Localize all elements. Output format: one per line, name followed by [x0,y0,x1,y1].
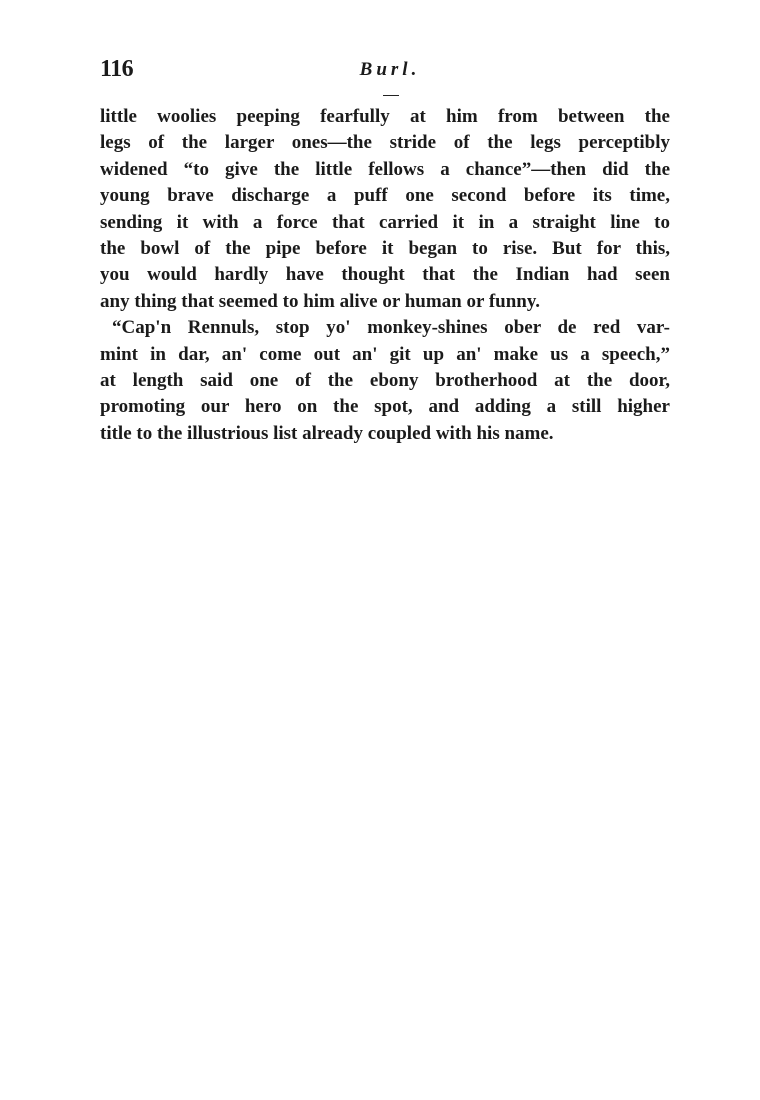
page-number: 116 [100,56,134,82]
body-text [100,104,670,447]
text-line: legs of the larger ones—the stride of the legs perceptibly [100,132,670,154]
text-line: the bowl of the pipe before it began to rise. But for this, [100,237,670,259]
text-line: at length said one of the ebony brotherhood at the door, [100,369,670,391]
text-line: title to the illustrious list already coupled with his name. [100,422,554,444]
text-line: promoting our hero on the spot, and adding a still higher [100,396,670,418]
text-line: sending it with a force that carried it in a straight line to [100,211,670,233]
header-rule [383,95,399,96]
text-line: young brave discharge a puff one second before its time, [100,185,670,207]
text-line: little woolies peeping fearfully at him from between the [100,106,670,127]
running-head: Burl. [359,59,421,80]
text-line: any thing that seemed to him alive or human or funny. [100,290,541,312]
text-line: you would hardly have thought that the Indian had seen [100,264,670,286]
page-header [100,56,670,90]
text-line: widened “to give the little fellows a chance”—then did the [100,158,670,180]
text-line: “Cap'n Rennuls, stop yo' monkey-shines ober de red var- [112,317,670,339]
text-line: mint in dar, an' come out an' git up an' make us a speech,” [100,343,670,365]
